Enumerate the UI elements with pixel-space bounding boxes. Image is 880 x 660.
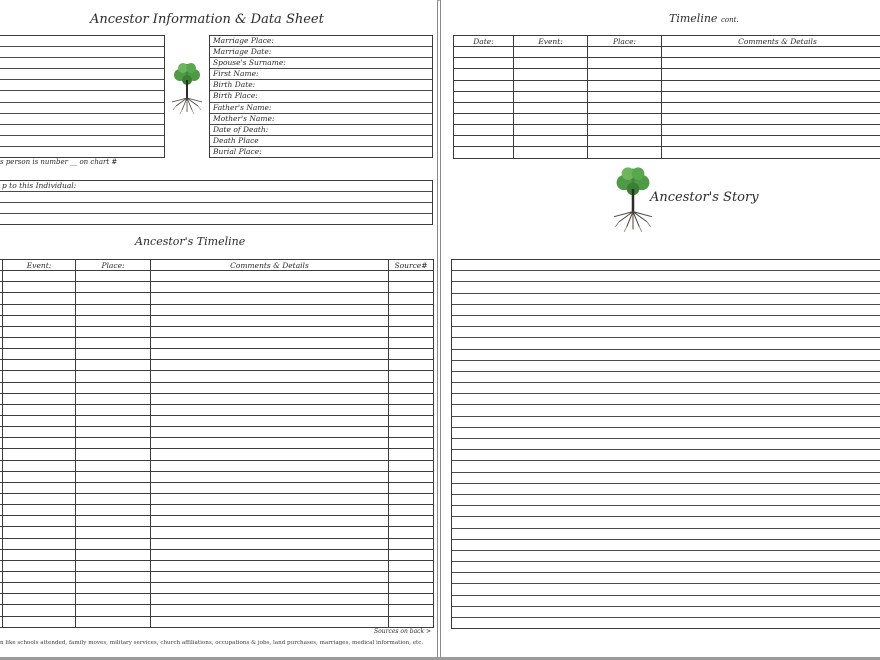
- table-cell[interactable]: [389, 382, 434, 393]
- family-field[interactable]: Mother's Name:: [210, 114, 432, 125]
- story-line[interactable]: [452, 405, 880, 416]
- table-cell[interactable]: [389, 460, 434, 471]
- table-row: [0, 293, 434, 304]
- table-cell[interactable]: [514, 91, 588, 102]
- table-row: [454, 125, 880, 136]
- table-row: [454, 58, 880, 69]
- table-cell[interactable]: [454, 69, 514, 80]
- table-cell[interactable]: [76, 471, 151, 482]
- table-cell[interactable]: [151, 371, 389, 382]
- table-cell[interactable]: [3, 282, 76, 293]
- table-cell[interactable]: [588, 69, 662, 80]
- table-cell[interactable]: [588, 147, 662, 158]
- table-cell[interactable]: [389, 438, 434, 449]
- table-cell[interactable]: [662, 136, 880, 147]
- table-cell[interactable]: [151, 560, 389, 571]
- table-row: [0, 583, 434, 594]
- table-cell[interactable]: [151, 393, 389, 404]
- table-cell[interactable]: [76, 449, 151, 460]
- right-page: [440, 0, 880, 657]
- table-cell[interactable]: [514, 47, 588, 58]
- column-header-place: Place:: [76, 260, 151, 271]
- personal-field[interactable]: [0, 147, 164, 157]
- table-row: [0, 271, 434, 282]
- story-line[interactable]: [452, 428, 880, 439]
- table-cell[interactable]: [389, 326, 434, 337]
- column-header-comments: Comments & Details: [662, 36, 880, 47]
- table-cell[interactable]: [76, 371, 151, 382]
- personal-field[interactable]: [0, 69, 164, 80]
- table-cell[interactable]: [3, 538, 76, 549]
- story-line[interactable]: [452, 607, 880, 618]
- relationship-line[interactable]: [0, 192, 432, 203]
- story-line[interactable]: [452, 584, 880, 595]
- story-line[interactable]: [452, 551, 880, 562]
- page-title: Ancestor Information & Data Sheet: [90, 12, 324, 27]
- table-row: [0, 527, 434, 538]
- table-cell[interactable]: [76, 493, 151, 504]
- story-line[interactable]: [452, 327, 880, 338]
- family-field[interactable]: Death Place: [210, 136, 432, 147]
- table-cell[interactable]: [76, 415, 151, 426]
- story-line[interactable]: [452, 271, 880, 282]
- table-cell[interactable]: [389, 527, 434, 538]
- story-lines-box: [451, 259, 880, 629]
- table-cell[interactable]: [76, 326, 151, 337]
- relationship-line[interactable]: [0, 203, 432, 214]
- table-cell[interactable]: [389, 282, 434, 293]
- table-row: [0, 315, 434, 326]
- table-cell[interactable]: [151, 493, 389, 504]
- table-cell[interactable]: [76, 527, 151, 538]
- table-cell[interactable]: [3, 471, 76, 482]
- table-cell[interactable]: [389, 482, 434, 493]
- table-cell[interactable]: [389, 549, 434, 560]
- story-line[interactable]: [452, 596, 880, 607]
- table-cell[interactable]: [3, 293, 76, 304]
- table-row: [0, 594, 434, 605]
- table-cell[interactable]: [454, 102, 514, 113]
- table-cell[interactable]: [514, 136, 588, 147]
- table-row: [454, 91, 880, 102]
- column-header-source: Source#: [389, 260, 434, 271]
- chart-number-note: s person is number __ on chart #: [0, 158, 118, 166]
- table-cell[interactable]: [3, 460, 76, 471]
- personal-field[interactable]: [0, 58, 164, 69]
- table-cell[interactable]: [389, 293, 434, 304]
- story-line[interactable]: [452, 338, 880, 349]
- column-header-event: Event:: [514, 36, 588, 47]
- story-line[interactable]: [452, 383, 880, 394]
- table-cell[interactable]: [151, 605, 389, 616]
- table-header-row: [0, 260, 434, 271]
- table-cell[interactable]: [3, 583, 76, 594]
- table-cell[interactable]: [151, 404, 389, 415]
- table-cell[interactable]: [151, 349, 389, 360]
- table-row: [0, 471, 434, 482]
- table-cell[interactable]: [389, 337, 434, 348]
- table-cell[interactable]: [389, 571, 434, 582]
- table-cell[interactable]: [151, 449, 389, 460]
- table-cell[interactable]: [151, 315, 389, 326]
- table-cell[interactable]: [3, 505, 76, 516]
- timeline-cont-title-text: Timeline: [669, 12, 718, 25]
- table-cell[interactable]: [662, 91, 880, 102]
- table-cell[interactable]: [389, 427, 434, 438]
- table-cell[interactable]: [76, 360, 151, 371]
- table-cell[interactable]: [454, 47, 514, 58]
- table-row: [454, 147, 880, 158]
- story-line[interactable]: [452, 305, 880, 316]
- story-line[interactable]: [452, 461, 880, 472]
- table-row: [0, 516, 434, 527]
- table-cell[interactable]: [3, 337, 76, 348]
- table-cell[interactable]: [3, 382, 76, 393]
- table-row: [0, 549, 434, 560]
- table-cell[interactable]: [3, 427, 76, 438]
- personal-field[interactable]: [0, 80, 164, 91]
- story-line[interactable]: [452, 506, 880, 517]
- table-cell[interactable]: [76, 482, 151, 493]
- table-cell[interactable]: [454, 91, 514, 102]
- table-cell[interactable]: [389, 505, 434, 516]
- table-cell[interactable]: [3, 482, 76, 493]
- table-cell[interactable]: [454, 58, 514, 69]
- relationship-label[interactable]: p to this Individual:: [0, 181, 432, 192]
- table-cell[interactable]: [662, 80, 880, 91]
- ancestor-timeline-table: [0, 259, 434, 628]
- family-field[interactable]: Burial Place:: [213, 146, 262, 156]
- table-cell[interactable]: [454, 136, 514, 147]
- table-row: [0, 382, 434, 393]
- table-cell[interactable]: [588, 58, 662, 69]
- personal-fields-box: [0, 35, 165, 158]
- table-cell[interactable]: [662, 113, 880, 124]
- table-cell[interactable]: [389, 471, 434, 482]
- table-cell[interactable]: [76, 460, 151, 471]
- personal-field[interactable]: [0, 114, 164, 125]
- table-cell[interactable]: [3, 304, 76, 315]
- table-cell[interactable]: [588, 47, 662, 58]
- table-row: [454, 47, 880, 58]
- column-header-place: Place:: [588, 36, 662, 47]
- table-cell[interactable]: [3, 594, 76, 605]
- table-cell[interactable]: [3, 449, 76, 460]
- left-page: [0, 0, 438, 657]
- table-row: [454, 80, 880, 91]
- table-row: [0, 493, 434, 504]
- table-cell[interactable]: [151, 616, 389, 627]
- table-cell[interactable]: [76, 427, 151, 438]
- table-cell[interactable]: [588, 91, 662, 102]
- table-row: [0, 349, 434, 360]
- table-cell[interactable]: [151, 326, 389, 337]
- story-line[interactable]: [452, 473, 880, 484]
- table-cell[interactable]: [76, 315, 151, 326]
- timeline-cont-suffix: cont.: [720, 16, 739, 24]
- table-cell[interactable]: [662, 47, 880, 58]
- table-cell[interactable]: [76, 282, 151, 293]
- story-line[interactable]: [452, 484, 880, 495]
- personal-field[interactable]: [0, 36, 164, 47]
- table-cell[interactable]: [76, 393, 151, 404]
- table-cell[interactable]: [3, 326, 76, 337]
- family-field[interactable]: Birth Date:: [210, 80, 432, 91]
- family-field[interactable]: Father's Name:: [210, 103, 432, 114]
- table-row: [454, 136, 880, 147]
- story-line[interactable]: [452, 618, 880, 628]
- table-row: [0, 505, 434, 516]
- table-cell[interactable]: [389, 583, 434, 594]
- table-cell[interactable]: [514, 80, 588, 91]
- tree-with-roots-icon: [168, 60, 206, 116]
- table-cell[interactable]: [662, 69, 880, 80]
- story-line[interactable]: [452, 316, 880, 327]
- table-cell[interactable]: [3, 616, 76, 627]
- family-field[interactable]: Birth Place:: [210, 91, 432, 102]
- table-cell[interactable]: [76, 538, 151, 549]
- relationship-box: [0, 180, 433, 225]
- table-cell[interactable]: [76, 583, 151, 594]
- table-cell[interactable]: [151, 282, 389, 293]
- relationship-line[interactable]: [0, 214, 432, 224]
- table-cell[interactable]: [3, 560, 76, 571]
- personal-field[interactable]: [0, 136, 164, 147]
- table-cell[interactable]: [3, 605, 76, 616]
- table-cell[interactable]: [76, 560, 151, 571]
- table-cell[interactable]: [514, 102, 588, 113]
- table-cell[interactable]: [151, 427, 389, 438]
- table-cell[interactable]: [76, 616, 151, 627]
- table-cell[interactable]: [389, 360, 434, 371]
- table-cell[interactable]: [76, 337, 151, 348]
- story-line[interactable]: [452, 372, 880, 383]
- table-cell[interactable]: [3, 493, 76, 504]
- story-line[interactable]: [452, 529, 880, 540]
- table-cell[interactable]: [588, 113, 662, 124]
- table-cell[interactable]: [76, 304, 151, 315]
- story-line[interactable]: [452, 450, 880, 461]
- table-cell[interactable]: [76, 605, 151, 616]
- table-cell[interactable]: [454, 147, 514, 158]
- personal-field[interactable]: [0, 103, 164, 114]
- table-cell[interactable]: [3, 404, 76, 415]
- table-cell[interactable]: [76, 382, 151, 393]
- table-cell[interactable]: [76, 438, 151, 449]
- table-cell[interactable]: [389, 415, 434, 426]
- personal-field[interactable]: [0, 125, 164, 136]
- table-cell[interactable]: [151, 538, 389, 549]
- table-cell[interactable]: [389, 493, 434, 504]
- table-row: [0, 326, 434, 337]
- table-cell[interactable]: [76, 271, 151, 282]
- table-cell[interactable]: [151, 304, 389, 315]
- table-row: [0, 438, 434, 449]
- table-row: [0, 616, 434, 627]
- table-row: [0, 404, 434, 415]
- table-cell[interactable]: [389, 538, 434, 549]
- table-cell[interactable]: [151, 271, 389, 282]
- table-cell[interactable]: [151, 360, 389, 371]
- table-cell[interactable]: [151, 505, 389, 516]
- story-line[interactable]: [452, 361, 880, 372]
- story-line[interactable]: [452, 540, 880, 551]
- table-cell[interactable]: [76, 505, 151, 516]
- table-cell[interactable]: [3, 415, 76, 426]
- table-row: [0, 282, 434, 293]
- table-cell[interactable]: [454, 80, 514, 91]
- table-cell[interactable]: [76, 349, 151, 360]
- table-cell[interactable]: [151, 549, 389, 560]
- table-cell[interactable]: [3, 271, 76, 282]
- table-cell[interactable]: [389, 449, 434, 460]
- table-cell[interactable]: [3, 438, 76, 449]
- family-field[interactable]: Marriage Date:: [210, 47, 432, 58]
- table-row: [0, 482, 434, 493]
- table-cell[interactable]: [151, 337, 389, 348]
- table-cell[interactable]: [389, 605, 434, 616]
- table-row: [454, 102, 880, 113]
- table-cell[interactable]: [3, 516, 76, 527]
- timeline-cont-title: [669, 12, 739, 25]
- table-cell[interactable]: [454, 125, 514, 136]
- story-line[interactable]: [452, 417, 880, 428]
- table-cell[interactable]: [151, 382, 389, 393]
- column-header-comments: Comments & Details: [151, 260, 389, 271]
- table-cell[interactable]: [389, 616, 434, 627]
- story-line[interactable]: [452, 294, 880, 305]
- table-cell[interactable]: [151, 516, 389, 527]
- table-cell[interactable]: [3, 527, 76, 538]
- table-cell[interactable]: [151, 583, 389, 594]
- story-title: Ancestor's Story: [650, 190, 759, 205]
- table-cell[interactable]: [588, 80, 662, 91]
- table-cell[interactable]: [389, 315, 434, 326]
- column-header-date: Date:: [454, 36, 514, 47]
- table-cell[interactable]: [389, 271, 434, 282]
- table-row: [0, 337, 434, 348]
- table-cell[interactable]: [389, 349, 434, 360]
- story-line[interactable]: [452, 495, 880, 506]
- table-cell[interactable]: [151, 482, 389, 493]
- table-cell[interactable]: [76, 571, 151, 582]
- table-cell[interactable]: [389, 560, 434, 571]
- table-cell[interactable]: [3, 393, 76, 404]
- table-row: [454, 69, 880, 80]
- family-field[interactable]: Date of Death:: [210, 125, 432, 136]
- timeline-title: Ancestor's Timeline: [135, 235, 246, 248]
- table-cell[interactable]: [389, 516, 434, 527]
- table-row: [0, 560, 434, 571]
- family-field[interactable]: Marriage Place:: [210, 36, 432, 47]
- table-cell[interactable]: [588, 102, 662, 113]
- table-cell[interactable]: [514, 147, 588, 158]
- table-cell[interactable]: [389, 404, 434, 415]
- table-cell[interactable]: [514, 125, 588, 136]
- table-header-row: [454, 36, 880, 47]
- story-line[interactable]: [452, 439, 880, 450]
- table-cell[interactable]: [454, 113, 514, 124]
- table-cell[interactable]: [76, 549, 151, 560]
- story-line[interactable]: [452, 562, 880, 573]
- table-row: [0, 538, 434, 549]
- table-row: [0, 460, 434, 471]
- table-row: [0, 427, 434, 438]
- table-row: [0, 571, 434, 582]
- table-cell[interactable]: [3, 549, 76, 560]
- table-cell[interactable]: [514, 69, 588, 80]
- family-fields-box: [209, 35, 433, 158]
- story-line[interactable]: [452, 260, 880, 271]
- family-field[interactable]: First Name:: [210, 69, 432, 80]
- table-cell[interactable]: [588, 125, 662, 136]
- table-cell[interactable]: [588, 136, 662, 147]
- story-line[interactable]: [452, 573, 880, 584]
- table-cell[interactable]: [389, 304, 434, 315]
- personal-field[interactable]: [0, 91, 164, 102]
- table-row: [0, 360, 434, 371]
- story-line[interactable]: [452, 394, 880, 405]
- table-cell[interactable]: [151, 471, 389, 482]
- table-cell[interactable]: [76, 516, 151, 527]
- column-header-event: Event:: [3, 260, 76, 271]
- table-row: [0, 605, 434, 616]
- table-cell[interactable]: [151, 594, 389, 605]
- family-field[interactable]: Spouse's Surname:: [210, 58, 432, 69]
- table-cell[interactable]: [151, 293, 389, 304]
- table-cell[interactable]: [151, 527, 389, 538]
- table-cell[interactable]: [389, 594, 434, 605]
- table-cell[interactable]: [3, 349, 76, 360]
- table-cell[interactable]: [3, 315, 76, 326]
- table-cell[interactable]: [3, 571, 76, 582]
- story-line[interactable]: [452, 517, 880, 528]
- table-cell[interactable]: [3, 360, 76, 371]
- table-cell[interactable]: [76, 293, 151, 304]
- table-cell[interactable]: [662, 125, 880, 136]
- timeline-cont-table: [453, 35, 880, 159]
- table-cell[interactable]: [662, 147, 880, 158]
- table-cell[interactable]: [151, 438, 389, 449]
- table-cell[interactable]: [662, 102, 880, 113]
- table-cell[interactable]: [389, 371, 434, 382]
- table-cell[interactable]: [151, 571, 389, 582]
- table-row: [0, 304, 434, 315]
- table-cell[interactable]: [389, 393, 434, 404]
- sources-on-back-note: Sources on back >: [374, 628, 432, 635]
- footnote: n like schools attended, family moves, military services, church affiliations, occupations & jobs, land purchases, marriages, medical information, etc.: [0, 640, 424, 646]
- table-cell[interactable]: [3, 371, 76, 382]
- table-row: [454, 113, 880, 124]
- table-row: [0, 415, 434, 426]
- table-row: [0, 449, 434, 460]
- table-cell[interactable]: [662, 58, 880, 69]
- personal-field[interactable]: [0, 47, 164, 58]
- table-cell[interactable]: [151, 460, 389, 471]
- table-row: [0, 393, 434, 404]
- table-cell[interactable]: [76, 594, 151, 605]
- table-cell[interactable]: [514, 113, 588, 124]
- story-line[interactable]: [452, 350, 880, 361]
- table-cell[interactable]: [151, 415, 389, 426]
- story-line[interactable]: [452, 282, 880, 293]
- table-cell[interactable]: [514, 58, 588, 69]
- table-row: [0, 371, 434, 382]
- table-cell[interactable]: [76, 404, 151, 415]
